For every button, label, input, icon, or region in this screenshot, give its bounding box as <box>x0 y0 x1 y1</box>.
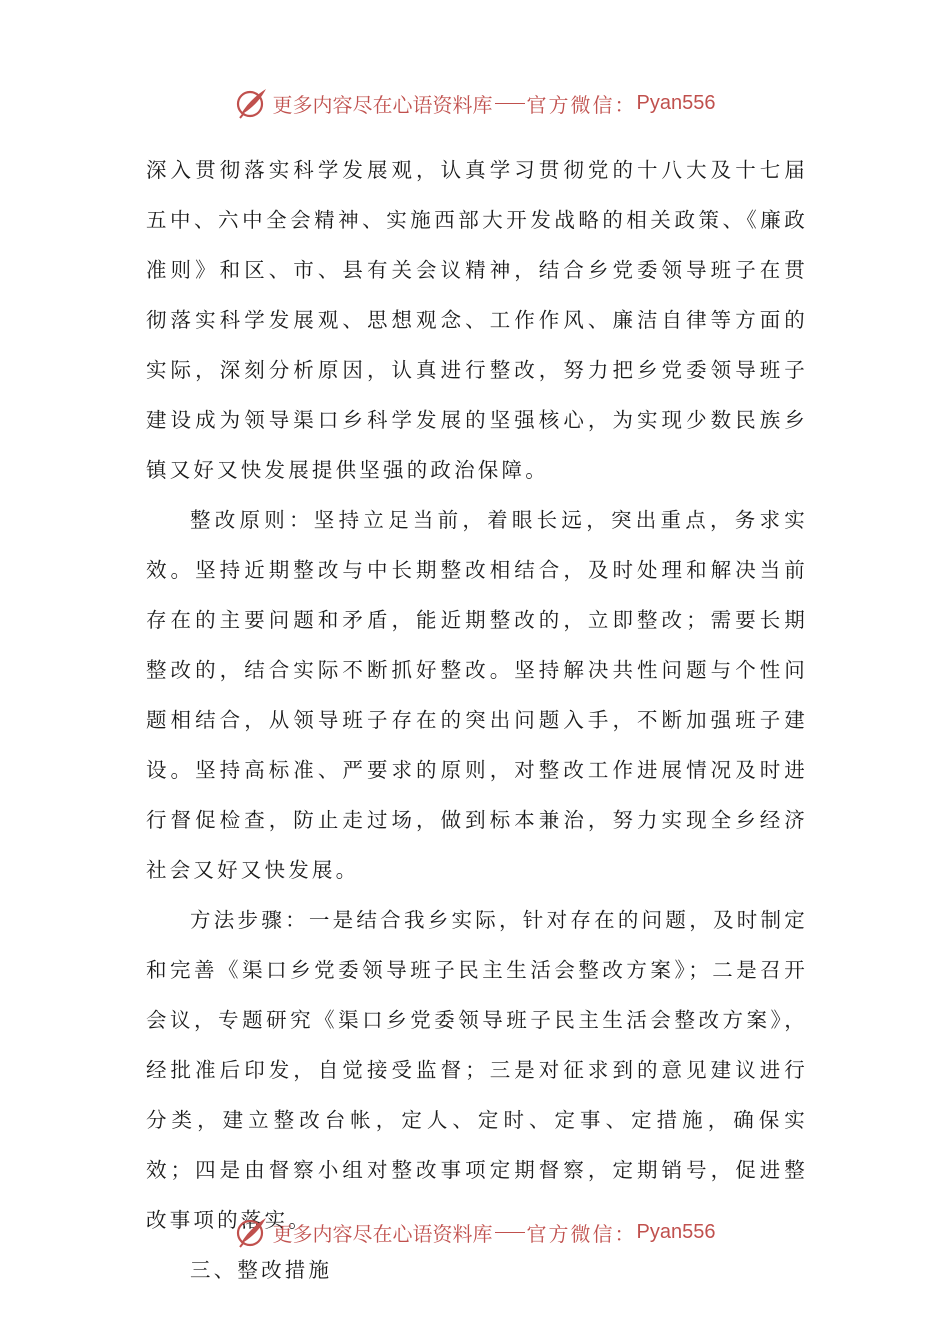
watermark-separator <box>495 103 525 104</box>
paragraph-principles: 整改原则：坚持立足当前，着眼长远，突出重点，务求实效。坚持近期整改与中长期整改相结合，及时处理和解决当前存在的主要问题和矛盾，能近期整改的，立即整改；需要长期整改的，结合实际不断抓好整改。坚持解决共性问题与个性问题相结合，从领导班子存在的突出问题入手，不断加强班子建设。坚持高标准、严要求的原则，对整改工作进展情况及时进行督促检查，防止走过场，做到标本兼治，努力实现全乡经济社会又好又快发展。 <box>146 508 808 882</box>
section-heading-measures: 三、整改措施 <box>190 1258 333 1282</box>
quill-logo-icon <box>235 1215 269 1249</box>
watermark-wechat-id: Pyan556 <box>636 91 716 114</box>
watermark-separator <box>495 1232 525 1233</box>
watermark-header <box>0 83 950 123</box>
watermark-wechat-label: 官方微信： <box>526 1221 637 1246</box>
watermark-wechat-id: Pyan556 <box>636 1220 716 1243</box>
watermark-wechat-label: 官方微信： <box>526 92 637 117</box>
watermark-brand: 更多内容尽在心语资料库 <box>272 1221 493 1246</box>
paragraph-steps: 方法步骤：一是结合我乡实际，针对存在的问题，及时制定和完善《渠口乡党委领导班子民主生活会整改方案》；二是召开会议，专题研究《渠口乡党委领导班子民主生活会整改方案》，经批准后印发，自觉接受监督；三是对征求到的意见建议进行分类，建立整改台帐，定人、定时、定事、定措施，确保实效；四是由督察小组对整改事项定期督察，定期销号，促进整改事项的落实。 <box>146 908 808 1232</box>
watermark-footer <box>0 1212 950 1252</box>
document-body <box>146 145 808 1295</box>
paragraph-intro: 深入贯彻落实科学发展观，认真学习贯彻党的十八大及十七届五中、六中全会精神、实施西部大开发战略的相关政策、《廉政准则》和区、市、县有关会议精神，结合乡党委领导班子在贯彻落实科学发展观、思想观念、工作作风、廉洁自律等方面的实际，深刻分析原因，认真进行整改，努力把乡党委领导班子建设成为领导渠口乡科学发展的坚强核心，为实现少数民族乡镇又好又快发展提供坚强的政治保障。 <box>146 158 808 482</box>
quill-logo-icon <box>235 86 269 120</box>
watermark-brand: 更多内容尽在心语资料库 <box>272 92 493 117</box>
